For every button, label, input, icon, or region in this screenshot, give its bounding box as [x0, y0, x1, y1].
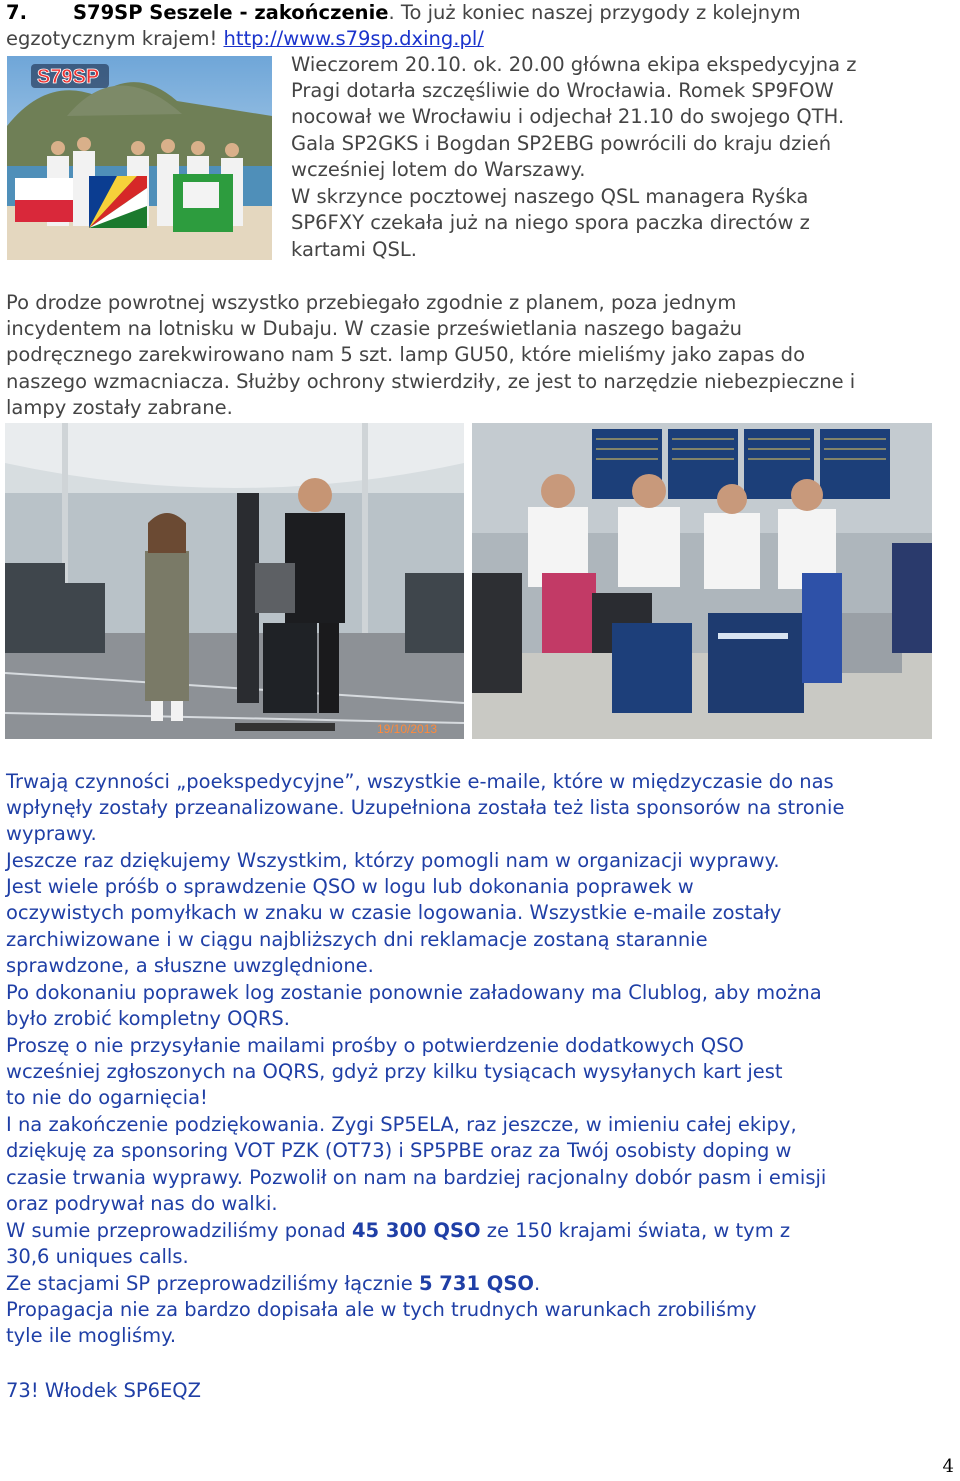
body-line: oraz podrywał nas do walki.: [6, 1192, 278, 1215]
second-paragraph-line: podręcznego zarekwirowano nam 5 szt. lamp GU50, które mieliśmy jako zapas do: [6, 343, 805, 366]
body-line: dziękuję za sponsoring VOT PZK (OT73) i SP5PBE oraz za Twój osobisty doping w: [6, 1139, 792, 1162]
body-line: I na zakończenie podziękowania. Zygi SP5ELA, raz jeszcze, w imieniu całej ekipy,: [6, 1113, 797, 1136]
second-paragraph-line: lampy zostały zabrane.: [6, 396, 233, 419]
photo-airport-left: [5, 423, 464, 739]
body-line: było zrobić kompletny OQRS.: [6, 1007, 290, 1030]
beach-photo-graphic: [7, 56, 272, 260]
body-line: Proszę o nie przysyłanie mailami prośby o potwierdzenie dodatkowych QSO: [6, 1034, 744, 1057]
closing-line: tyle ile mogliśmy.: [6, 1324, 177, 1347]
body-line: wyprawy.: [6, 822, 97, 845]
signature: 73! Włodek SP6EQZ: [6, 1379, 202, 1402]
top-paragraph-line: Gala SP2GKS i Bogdan SP2EBG powrócili do kraju dzień: [291, 132, 832, 155]
top-paragraph-line: Wieczorem 20.10. ok. 20.00 główna ekipa ekspedycyjna z: [291, 53, 857, 76]
photo-datestamp: 19/10/2013: [377, 722, 438, 736]
closing-line: Propagacja nie za bardzo dopisała ale w tych trudnych warunkach zrobiliśmy: [6, 1298, 757, 1321]
total-qso-count: 45 300 QSO: [351, 1219, 481, 1242]
top-paragraph-line: SP6FXY czekała już na niego spora paczka directów z: [291, 211, 810, 234]
body-line: to nie do ogarnięcia!: [6, 1086, 208, 1109]
photo-airport-right: [472, 423, 932, 739]
section-number: 7.: [6, 1, 27, 24]
totals-line-2: 30,6 uniques calls.: [6, 1245, 189, 1268]
body-line: Po dokonaniu poprawek log zostanie ponownie załadowany ma Clublog, aby można: [6, 981, 822, 1004]
totals-text: W sumie przeprowadziliśmy ponad: [6, 1219, 352, 1242]
photo-team-beach: [7, 56, 272, 260]
totals-line-1: [6, 1218, 790, 1244]
body-line: czasie trwania wyprawy. Pozwolił on nam na bardziej racjonalny dobór pasm i emisji: [6, 1166, 827, 1189]
totals-line-3: [6, 1271, 540, 1297]
totals-text: Ze stacjami SP przeprowadziliśmy łącznie: [6, 1272, 419, 1295]
intro-text-1: . To już koniec naszej przygody z kolejnym: [388, 1, 801, 24]
top-paragraph-line: W skrzynce pocztowej naszego QSL managera Ryśka: [291, 185, 809, 208]
top-paragraph-line: kartami QSL.: [291, 238, 417, 261]
body-line: sprawdzone, a słuszne uwzględnione.: [6, 954, 374, 977]
top-paragraph-line: Pragi dotarła szczęśliwie do Wrocławia. Romek SP9FOW: [291, 79, 834, 102]
body-line: wpłynęły zostały przeanalizowane. Uzupełniona została też lista sponsorów na stronie: [6, 796, 845, 819]
airport-right-photo-graphic: [472, 423, 932, 739]
photo-logo-text: S79SP: [37, 66, 100, 88]
second-paragraph-line: Po drodze powrotnej wszystko przebiegało zgodnie z planem, poza jednym: [6, 291, 737, 314]
top-paragraph-line: wcześniej lotem do Warszawy.: [291, 158, 586, 181]
airport-left-photo-graphic: [5, 423, 464, 739]
section-title: S79SP Seszele - zakończenie: [72, 1, 389, 24]
second-paragraph-line: incydentem na lotnisku w Dubaju. W czasie prześwietlania naszego bagażu: [6, 317, 743, 340]
body-line: Trwają czynności „poekspedycyjne”, wszystkie e-maile, które w międzyczasie do nas: [6, 770, 834, 793]
totals-text: .: [534, 1272, 541, 1295]
second-paragraph-line: naszego wzmacniacza. Służby ochrony stwierdziły, ze jest to narzędzie niebezpieczne i: [6, 370, 856, 393]
body-line: Jest wiele próśb o sprawdzenie QSO w logu lub dokonania poprawek w: [6, 875, 694, 898]
totals-text: ze 150 krajami świata, w tym z: [480, 1219, 791, 1242]
intro-line-2: [6, 26, 484, 52]
sp-qso-count: 5 731 QSO: [418, 1272, 535, 1295]
top-paragraph-line: nocował we Wrocławiu i odjechał 21.10 do swojego QTH.: [291, 105, 845, 128]
website-link[interactable]: http://www.s79sp.dxing.pl/: [223, 27, 484, 50]
body-line: Jeszcze raz dziękujemy Wszystkim, którzy pomogli nam w organizacji wyprawy.: [6, 849, 780, 872]
body-line: zarchiwizowane i w ciągu najbliższych dni reklamacje zostaną starannie: [6, 928, 708, 951]
intro-text-2: egzotycznym krajem!: [6, 27, 224, 50]
section-heading: [6, 0, 801, 26]
body-line: oczywistych pomyłkach w znaku w czasie logowania. Wszystkie e-maile zostały: [6, 901, 782, 924]
body-line: wcześniej zgłoszonych na OQRS, gdyż przy kilku tysiącach wysyłanych kart jest: [6, 1060, 783, 1083]
page-number: 4: [942, 1456, 954, 1477]
